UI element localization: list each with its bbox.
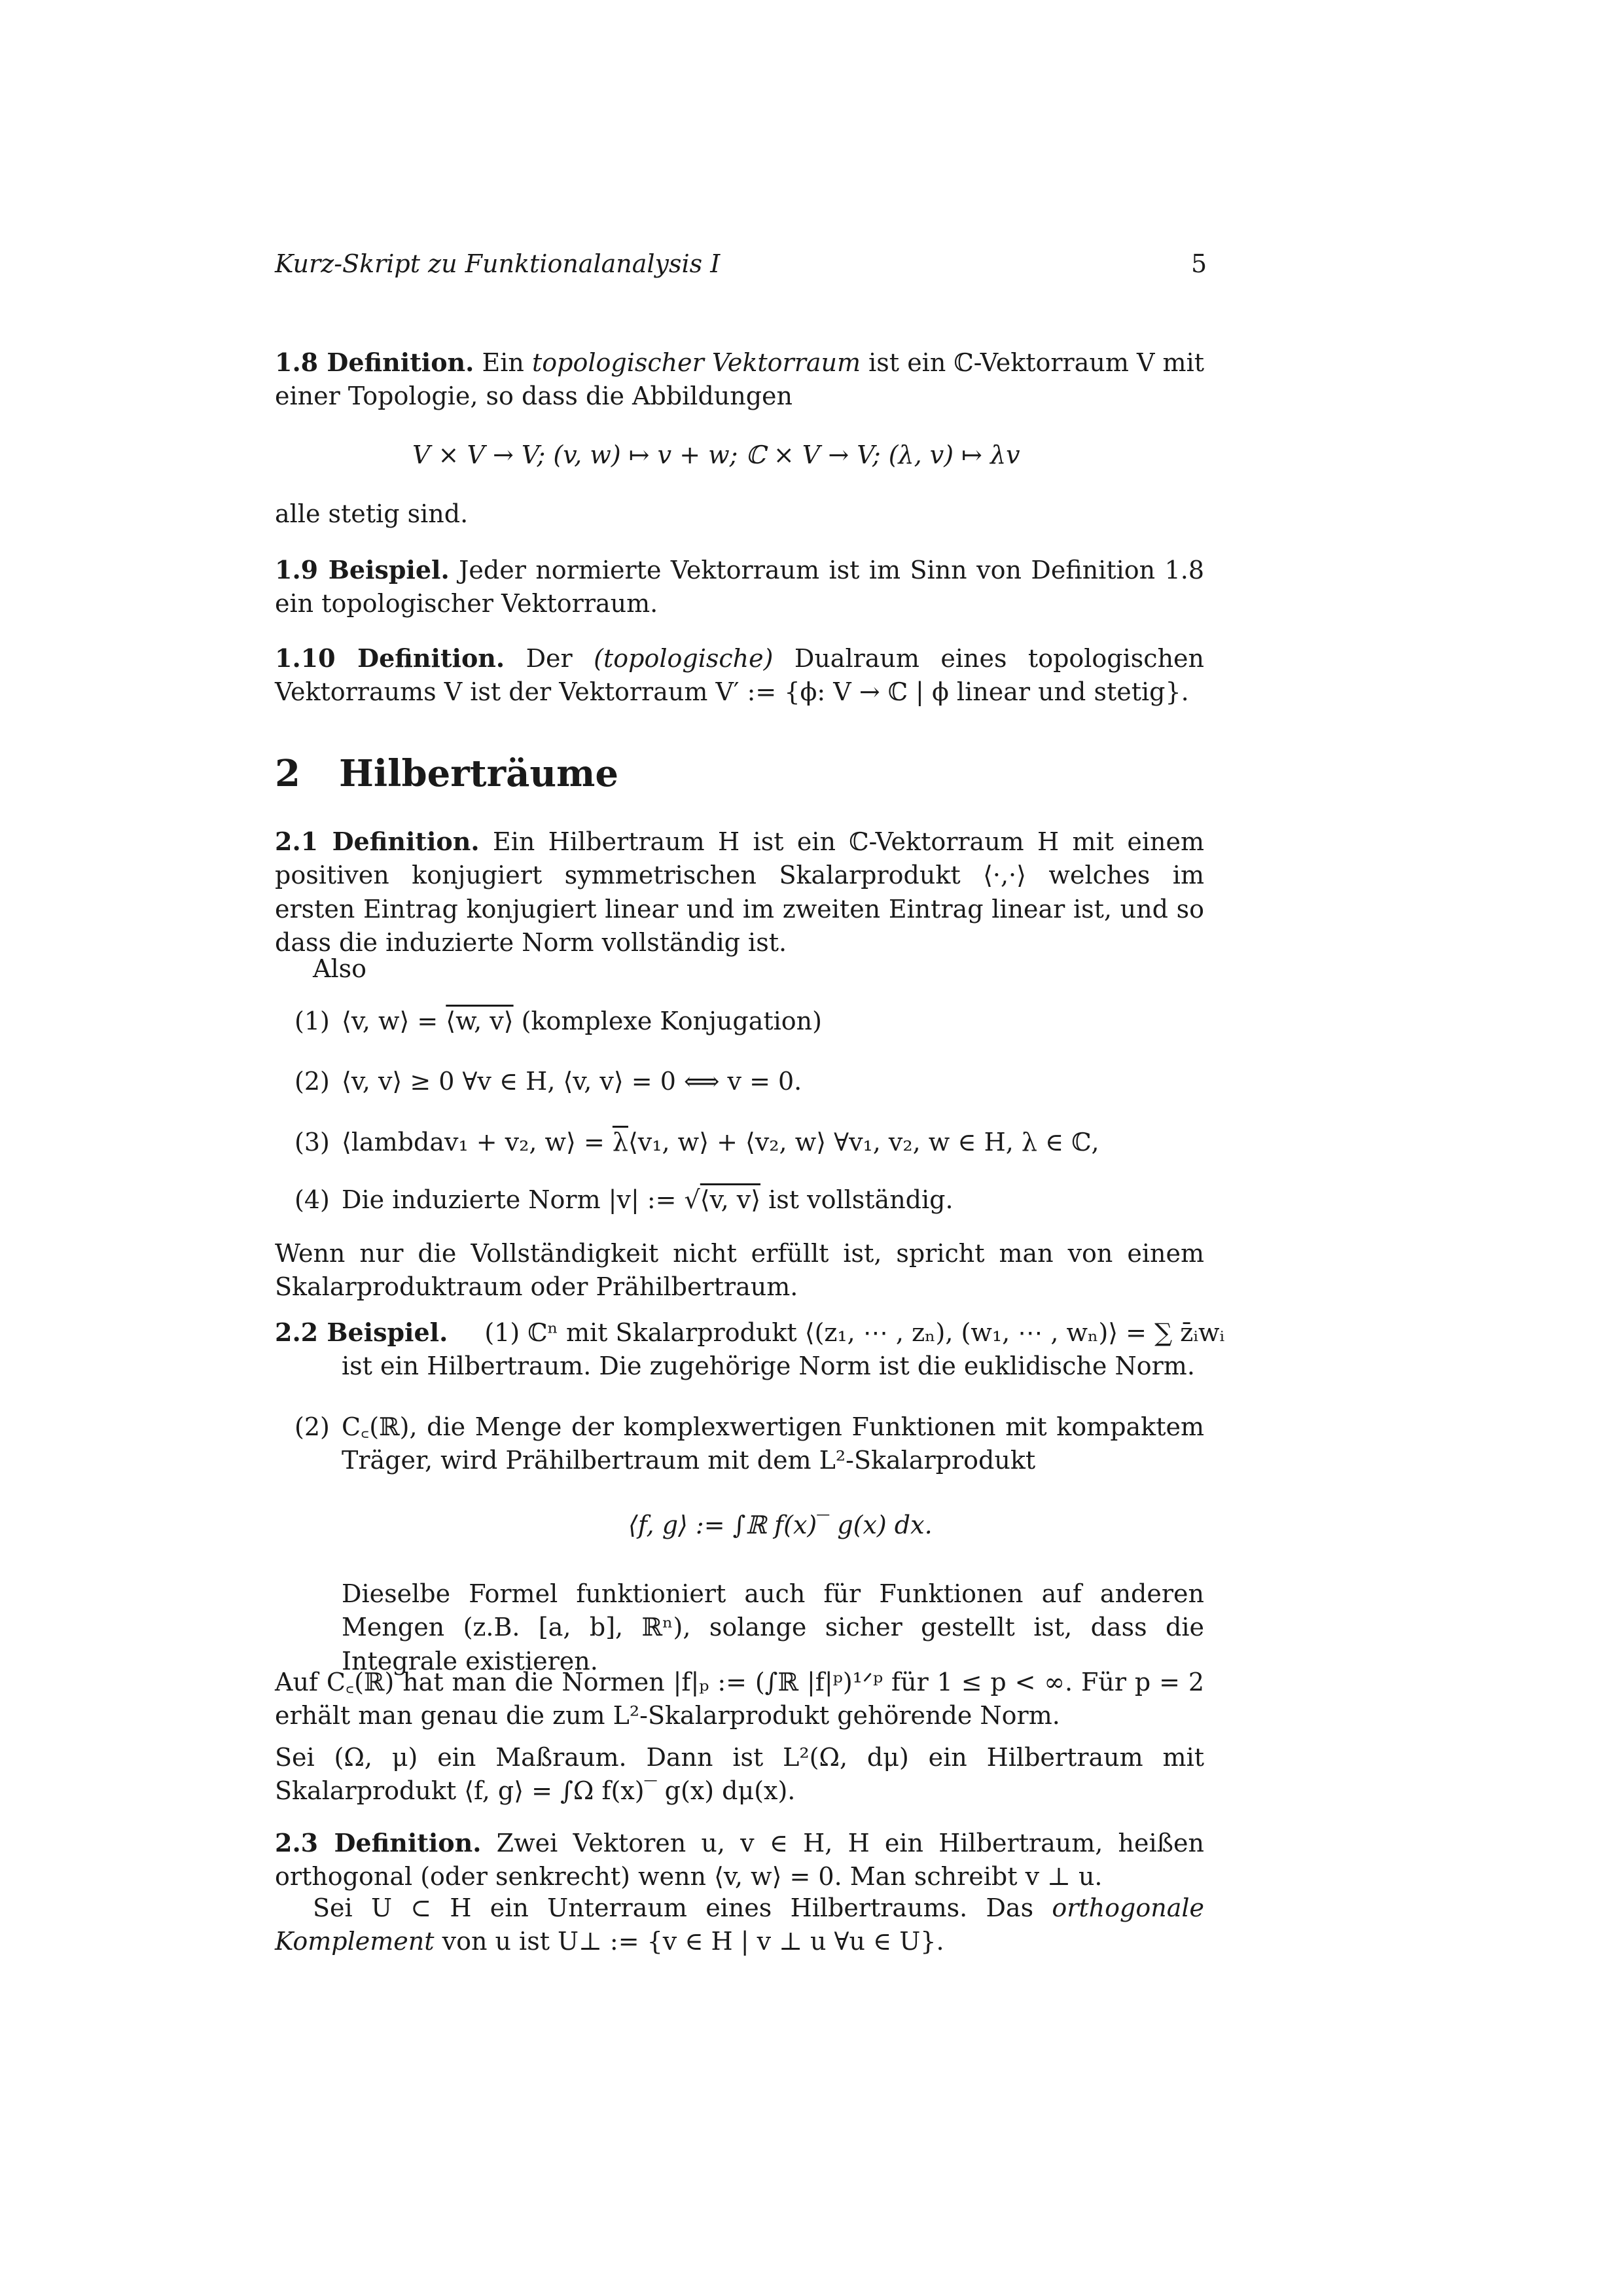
item-text: (komplexe Konjugation)	[513, 1007, 822, 1035]
definition-text: alle stetig sind.	[275, 499, 469, 528]
definition-text: Ein Hilbertraum H ist ein ℂ-Vektorraum H mit einem positiven konjugiert symmetrischen Skalarprodukt ⟨·,·⟩ welches im ersten Eintrag konjugiert linear und im zweiten Eintrag linear ist, und so dass die induzierte Norm vollständig ist.	[275, 827, 1204, 957]
defined-term: orthogonale Komplement	[275, 1893, 1204, 1956]
example-label: 1.9 Beispiel.	[275, 555, 450, 584]
item-text: ⟨v₁, w⟩ + ⟨v₂, w⟩ ∀v₁, v₂, w ∈ H, λ ∈ ℂ,	[628, 1128, 1099, 1157]
example-2-2	[275, 1316, 1224, 1350]
definition-text: Der	[505, 644, 594, 673]
section-number: 2	[275, 752, 300, 795]
item-text: C꜀(ℝ), die Menge der komplexwertigen Funktionen mit kompaktem Träger, wird Prähilbertraum mit dem L²-Skalarprodukt	[342, 1412, 1204, 1475]
item-text: ℂⁿ mit Skalarprodukt ⟨(z₁, ⋯ , zₙ), (w₁, ⋯ , wₙ)⟩ = ∑ z̄ᵢwᵢ	[527, 1318, 1225, 1347]
running-title: Kurz-Skript zu Funktionalanalysis I	[275, 249, 721, 278]
list-item	[294, 1126, 1099, 1159]
section-title: Hilberträume	[339, 752, 618, 795]
definition-text: Also	[313, 954, 366, 983]
paragraph: Auf C꜀(ℝ) hat man die Normen |f|ₚ := (∫ℝ |f|ᵖ)¹ᐟᵖ für 1 ≤ p < ∞. Für p = 2 erhält man genau die zum L²-Skalarprodukt gehörende Norm.	[275, 1668, 1204, 1731]
item-number: (1)	[484, 1318, 520, 1347]
definition-label: 2.1 Definition.	[275, 827, 480, 856]
page-number: 5	[1191, 249, 1207, 278]
definition-text: Zwei Vektoren u, v ∈ H, H ein Hilbertraum, heißen orthogonal (oder senkrecht) wenn ⟨v, w⟩ = 0. Man schreibt v ⊥ u.	[275, 1829, 1204, 1892]
definition-2-3	[275, 1826, 1204, 1894]
example-text: Jeder normierte Vektorraum ist im Sinn von Definition 1.8 ein topologischer Vektorraum.	[275, 556, 1204, 619]
definition-text: Ein	[474, 348, 533, 377]
item-number: (3)	[294, 1128, 330, 1157]
definition-text: ist ein ℂ-Vektorraum V mit einer Topologie, so dass die Abbildungen	[275, 348, 1205, 411]
definition-1-10	[275, 641, 1204, 709]
example-1-9	[275, 553, 1204, 621]
item-text: ⟨v, v⟩	[700, 1185, 761, 1214]
display-formula: V × V → V; (v, w) ↦ v + w; ℂ × V → V; (λ, v) ↦ λv	[412, 440, 1020, 469]
item-text: ist vollständig.	[760, 1185, 954, 1214]
definition-text	[275, 1892, 1204, 1959]
definition-text: von u ist U⊥ := {v ∈ H | v ⊥ u ∀u ∈ U}.	[434, 1927, 944, 1956]
item-number: (2)	[294, 1412, 330, 1441]
item-text: ⟨w, v⟩	[446, 1007, 514, 1035]
defined-term: topologischer Vektorraum	[532, 348, 861, 377]
list-item	[294, 1183, 954, 1217]
definition-label: 1.8 Definition.	[275, 348, 474, 377]
list-item	[294, 1065, 802, 1098]
paragraph: Sei (Ω, μ) ein Maßraum. Dann ist L²(Ω, dμ) ein Hilbertraum mit Skalarprodukt ⟨f, g⟩ = ∫Ω f(x)‾ g(x) dμ(x).	[275, 1743, 1204, 1806]
item-number: (4)	[294, 1185, 330, 1214]
item-text: $\overline{\lambda}$	[612, 1128, 628, 1157]
list-item	[294, 1005, 822, 1038]
item-text: Dieselbe Formel funktioniert auch für Funktionen auf anderen Mengen (z.B. [a, b], ℝⁿ), solange sicher gestellt ist, dass die Integrale existieren.	[342, 1579, 1204, 1676]
item-text: Die induzierte Norm |v| := √	[342, 1185, 700, 1214]
definition-label: 2.3 Definition.	[275, 1828, 482, 1857]
display-formula: ⟨f, g⟩ := ∫ℝ f(x)‾ g(x) dx.	[628, 1511, 933, 1539]
item-text: ⟨v, v⟩ ≥ 0 ∀v ∈ H, ⟨v, v⟩ = 0 ⟺ v = 0.	[342, 1067, 802, 1096]
item-text: ⟨v, w⟩ =	[342, 1007, 446, 1035]
example-label: 2.2 Beispiel.	[275, 1318, 448, 1347]
section-heading	[275, 749, 618, 799]
definition-text: Dualraum eines topologischen Vektorraums V ist der Vektorraum V′ := {ϕ: V → ℂ | ϕ linear und stetig}.	[275, 644, 1204, 707]
definition-label: 1.10 Definition.	[275, 643, 505, 673]
definition-text: Sei U ⊂ H ein Unterraum eines Hilbertraums. Das	[313, 1893, 1052, 1922]
definition-1-8	[275, 346, 1204, 414]
item-text: ⟨lambdav₁ + v₂, w⟩ =	[342, 1128, 613, 1157]
item-text: ist ein Hilbertraum. Die zugehörige Norm ist die euklidische Norm.	[342, 1352, 1195, 1380]
definition-2-1	[275, 825, 1204, 960]
item-number: (2)	[294, 1067, 330, 1096]
definition-text: Wenn nur die Vollständigkeit nicht erfüllt ist, spricht man von einem Skalarproduktraum oder Prähilbertraum.	[275, 1239, 1204, 1302]
defined-term: (topologische)	[594, 644, 774, 673]
item-number: (1)	[294, 1007, 330, 1035]
